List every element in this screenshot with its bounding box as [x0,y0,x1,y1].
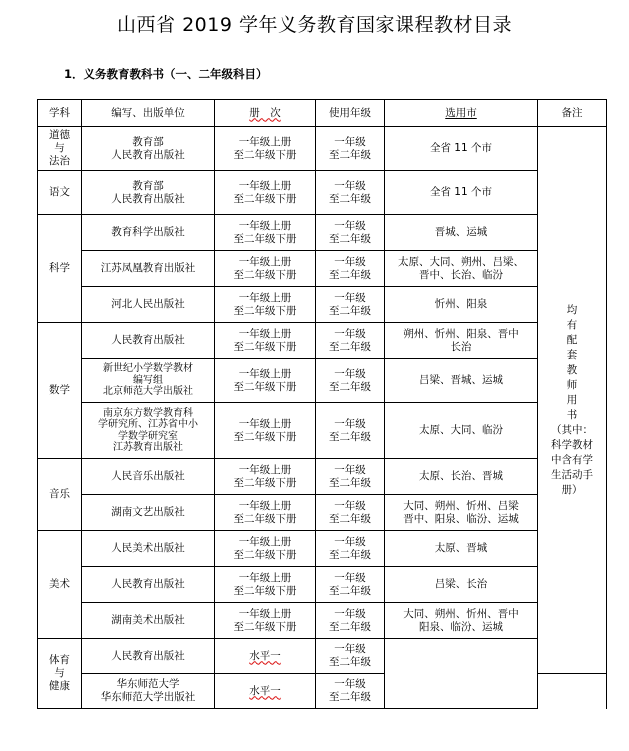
region-cell: 大同、朔州、忻州、吕梁 晋中、阳泉、临汾、运城 [385,495,538,531]
table-row [38,567,607,603]
volume-cell: 一年级上册 至二年级下册 [215,323,316,359]
grade-cell: 一年级 至二年级 [316,359,385,403]
subject-chinese: 语文 [38,171,82,215]
header-volume: 册 次 [215,100,316,127]
region-cell: 大同、朔州、忻州、晋中 阳泉、临汾、运城 [385,603,538,639]
subject-moral: 道德 与 法治 [38,127,82,171]
table-row [38,459,607,495]
publisher-cell: 华东师范大学 华东师范大学出版社 [82,674,215,709]
publisher-cell: 湖南美术出版社 [82,603,215,639]
publisher-cell: 新世纪小学数学教材 编写组 北京师范大学出版社 [82,359,215,403]
table-row [38,215,607,251]
volume-cell: 一年级上册 至二年级下册 [215,531,316,567]
subject-art: 美术 [38,531,82,639]
table-row [38,171,607,215]
region-cell: 吕梁、长治 [385,567,538,603]
publisher-cell: 河北人民出版社 [82,287,215,323]
table-row [38,323,607,359]
grade-cell: 一年级 至二年级 [316,674,385,709]
region-cell: 朔州、忻州、阳泉、晋中 长治 [385,323,538,359]
volume-cell: 一年级上册 至二年级下册 [215,251,316,287]
grade-cell: 一年级 至二年级 [316,287,385,323]
header-publisher: 编写、出版单位 [82,100,215,127]
volume-cell: 一年级上册 至二年级下册 [215,171,316,215]
grade-cell: 一年级 至二年级 [316,215,385,251]
volume-cell: 一年级上册 至二年级下册 [215,403,316,459]
volume-cell: 一年级上册 至二年级下册 [215,359,316,403]
region-cell: 忻州、阳泉 [385,287,538,323]
subject-music: 音乐 [38,459,82,531]
volume-cell: 一年级上册 至二年级下册 [215,287,316,323]
region-cell-empty [385,639,538,709]
table-row [38,531,607,567]
volume-cell: 一年级上册 至二年级下册 [215,215,316,251]
table-row [38,603,607,639]
volume-cell: 一年级上册 至二年级下册 [215,495,316,531]
section-title: 1．义务教育教科书（一、二年级科目） [64,67,268,81]
publisher-cell: 人民教育出版社 [82,567,215,603]
grade-cell: 一年级 至二年级 [316,171,385,215]
publisher-cell: 人民教育出版社 [82,323,215,359]
table-row [38,639,607,674]
table-row [38,403,607,459]
volume-cell: 一年级上册 至二年级下册 [215,567,316,603]
grade-cell: 一年级 至二年级 [316,403,385,459]
region-cell: 太原、大同、朔州、吕梁、 晋中、长治、临汾 [385,251,538,287]
table-row [38,287,607,323]
publisher-cell: 人民教育出版社 [82,639,215,674]
grade-cell: 一年级 至二年级 [316,459,385,495]
subject-pe: 体育 与 健康 [38,639,82,709]
grade-cell: 一年级 至二年级 [316,603,385,639]
grade-cell: 一年级 至二年级 [316,495,385,531]
region-cell: 晋城、运城 [385,215,538,251]
table-row [38,359,607,403]
region-cell: 太原、晋城 [385,531,538,567]
publisher-cell: 江苏凤凰教育出版社 [82,251,215,287]
grade-cell: 一年级 至二年级 [316,127,385,171]
volume-cell: 水平一 [215,674,316,709]
grade-cell: 一年级 至二年级 [316,323,385,359]
textbook-catalog-table [37,99,607,709]
grade-cell: 一年级 至二年级 [316,251,385,287]
volume-cell: 水平一 [215,639,316,674]
volume-cell: 一年级上册 至二年级下册 [215,459,316,495]
publisher-cell: 人民音乐出版社 [82,459,215,495]
header-remark: 备注 [538,100,607,127]
table-row [38,251,607,287]
document-title: 山西省 2019 学年义务教育国家课程教材目录 [117,14,512,36]
region-cell: 吕梁、晋城、运城 [385,359,538,403]
region-cell: 全省 11 个市 [385,171,538,215]
region-cell: 太原、长治、晋城 [385,459,538,495]
region-cell: 太原、大同、临汾 [385,403,538,459]
header-subject: 学科 [38,100,82,127]
table-header-row [38,100,607,127]
publisher-cell: 教育部 人民教育出版社 [82,171,215,215]
subject-math: 数学 [38,323,82,459]
table-row [38,495,607,531]
volume-cell: 一年级上册 至二年级下册 [215,127,316,171]
publisher-cell: 教育科学出版社 [82,215,215,251]
publisher-cell: 教育部 人民教育出版社 [82,127,215,171]
volume-cell: 一年级上册 至二年级下册 [215,603,316,639]
publisher-cell: 人民美术出版社 [82,531,215,567]
grade-cell: 一年级 至二年级 [316,531,385,567]
region-cell: 全省 11 个市 [385,127,538,171]
publisher-cell: 湖南文艺出版社 [82,495,215,531]
subject-science: 科学 [38,215,82,323]
grade-cell: 一年级 至二年级 [316,567,385,603]
header-region: 选用市 [385,100,538,127]
remark-teacher-books: 均 有 配 套 教 师 用 书 （其中： 科学教材 中含有学 生活动手 册） [538,127,607,674]
header-grade: 使用年级 [316,100,385,127]
grade-cell: 一年级 至二年级 [316,639,385,674]
table-row [38,127,607,171]
publisher-cell: 南京东方数学教育科 学研究所、江苏省中小 学数学研究室 江苏教育出版社 [82,403,215,459]
